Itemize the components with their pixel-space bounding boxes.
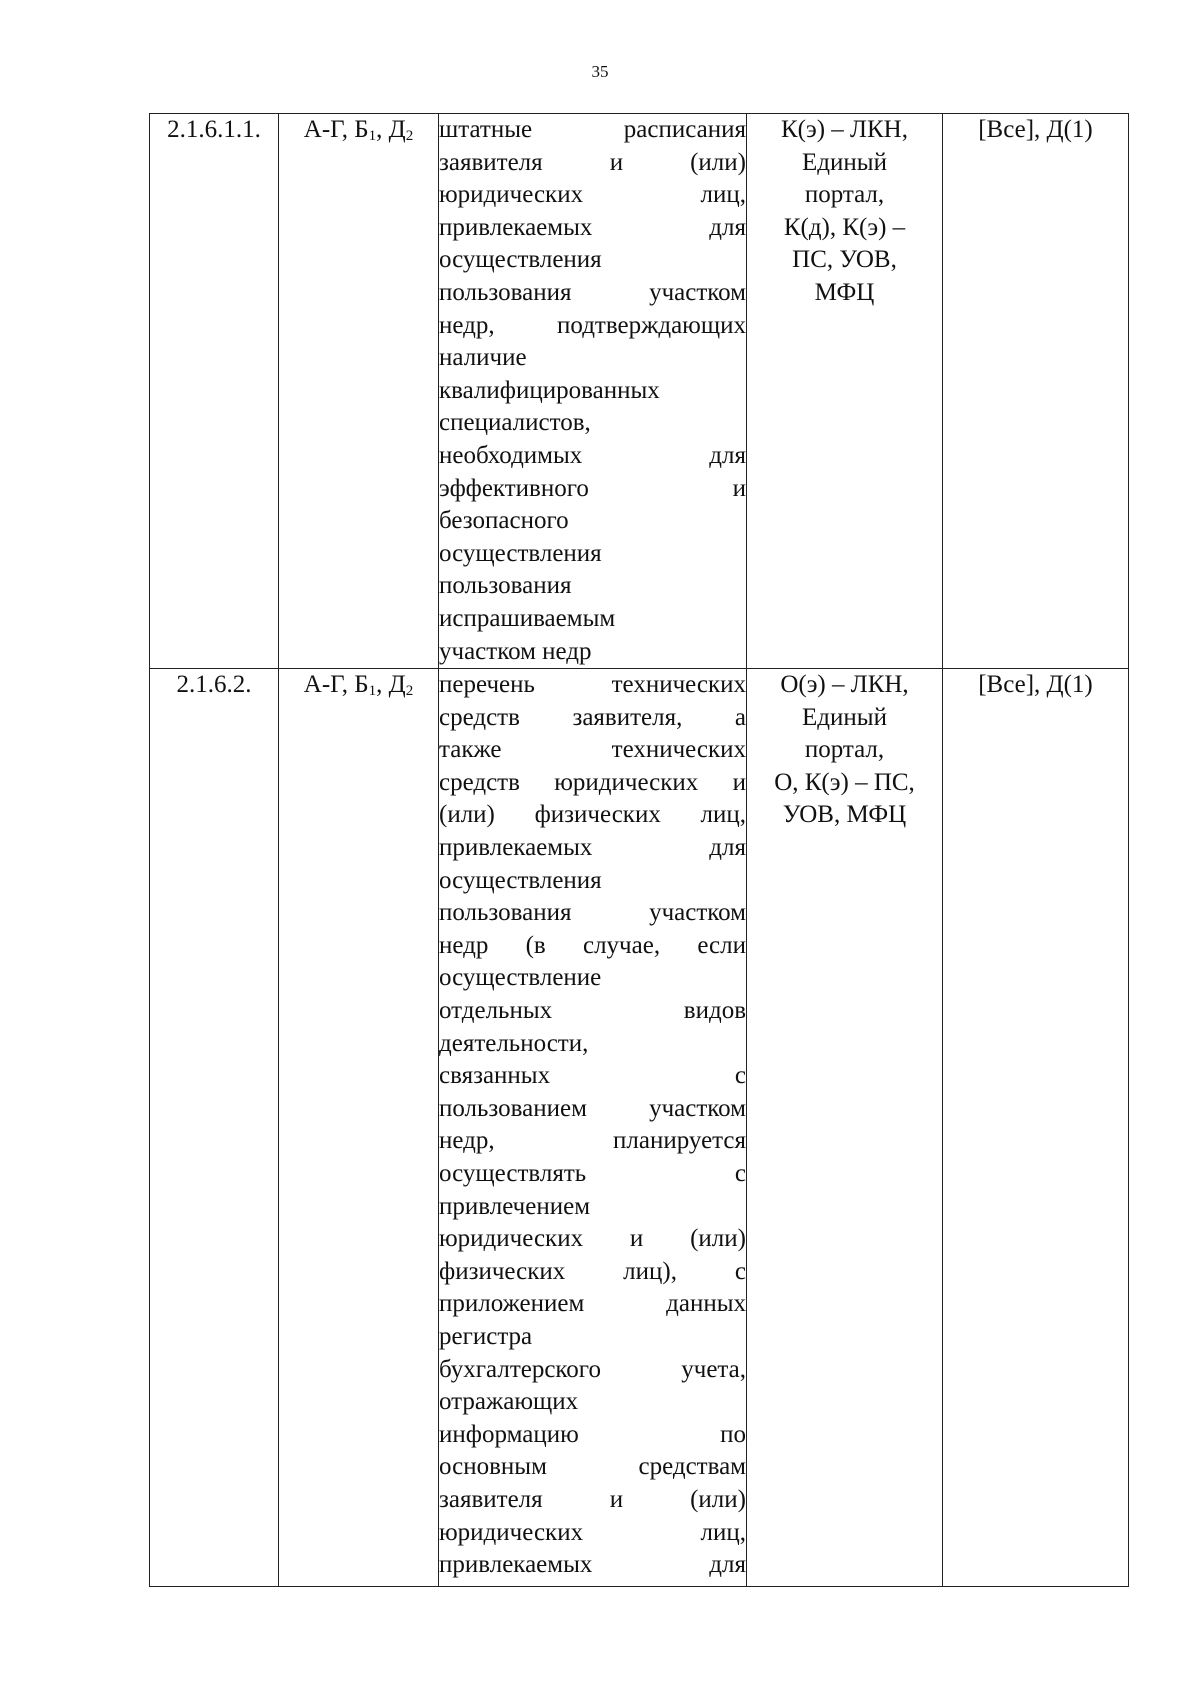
category-sub1: 1 [368,683,377,700]
description-line: привлекаемых для [439,1551,746,1579]
table-row [150,114,1129,669]
row-description [439,669,747,1587]
description-line: физических лиц), с [439,1257,746,1285]
description-line: специалистов, [439,409,591,437]
row-code: 2.1.6.1.1. [150,114,279,669]
channel-line: О(э) – ЛКН, [780,671,909,699]
description-line: юридических лиц, [439,1518,746,1546]
description-line: также технических [439,736,746,764]
category-main: А-Г, Б [303,671,369,699]
category-sep: , Д [376,671,406,699]
channel-line: К(д), К(э) – [783,213,906,241]
description-line: необходимых для [439,441,746,469]
description-line: заявителя и (или) [439,1485,746,1513]
description-line: (или) физических лиц, [439,801,746,829]
description-line: пользования участком [439,278,746,306]
category-main: А-Г, Б [303,116,369,143]
channel-line: О, К(э) – ПС, [774,768,915,796]
channel-line: МФЦ [814,278,875,306]
row-channels [747,114,943,669]
description-line: привлечением [439,1192,591,1220]
category-sep: , Д [376,116,406,143]
channel-line: ПС, УОВ, [792,246,897,274]
row-category [279,114,439,669]
channel-line: К(э) – ЛКН, [781,116,908,143]
channel-line: портал, [804,181,885,209]
scope-line: [Все], Д(1) [978,671,1093,699]
row-code: 2.1.6.2. [150,669,279,1587]
description-line: осуществление [439,964,602,992]
description-line: отражающих [439,1388,579,1416]
description-line: приложением данных [439,1290,746,1318]
description-line: недр (в случае, если [439,931,746,959]
description-line: юридических лиц, [439,181,746,209]
description-line: информацию по [439,1420,746,1448]
category-sub2: 2 [405,683,414,700]
channel-line: УОВ, МФЦ [782,801,907,829]
description-line: перечень технических [439,671,746,699]
description-line: регистра [439,1322,533,1350]
description-line: отдельных видов [439,997,746,1025]
description-line: недр, подтверждающих [439,311,746,339]
description-line: заявителя и (или) [439,148,746,176]
row-description [439,114,747,669]
description-line: осуществления [439,539,602,567]
description-line: безопасного [439,507,569,535]
row-scope [943,669,1129,1587]
row-scope [943,114,1129,669]
description-line: привлекаемых для [439,834,746,862]
description-line: осуществления [439,246,602,274]
description-line: бухгалтерского учета, [439,1355,746,1383]
description-line: эффективного и [439,474,746,502]
requirements-table [149,113,1129,1587]
description-line: связанных с [439,1062,746,1090]
description-line: средств юридических и [439,768,746,796]
description-line: средств заявителя, а [439,703,746,731]
description-line: осуществления [439,866,602,894]
page-number: 35 [591,62,609,81]
description-line: привлекаемых для [439,213,746,241]
description-line: юридических и (или) [439,1225,746,1253]
description-line: пользованием участком [439,1094,746,1122]
row-channels [747,669,943,1587]
description-line: недр, планируется [439,1127,746,1155]
category-sub1: 1 [368,128,377,144]
description-line: штатные расписания [439,116,746,143]
description-line: испрашиваемым [439,604,616,632]
description-line: основным средствам [439,1453,746,1481]
row-category [279,669,439,1587]
channel-line: Единый [802,148,887,176]
description-line: наличие [439,344,527,372]
category-sub2: 2 [405,128,414,144]
description-line: участком недр [439,637,592,665]
scope-line: [Все], Д(1) [978,116,1093,143]
channel-line: портал, [804,736,885,764]
table-row [150,669,1129,1587]
channel-line: Единый [802,703,887,731]
description-line: осуществлять с [439,1160,746,1187]
description-line: пользования участком [439,899,746,927]
description-line: деятельности, [439,1029,589,1057]
description-line: пользования [439,572,572,600]
description-line: квалифицированных [439,376,660,404]
